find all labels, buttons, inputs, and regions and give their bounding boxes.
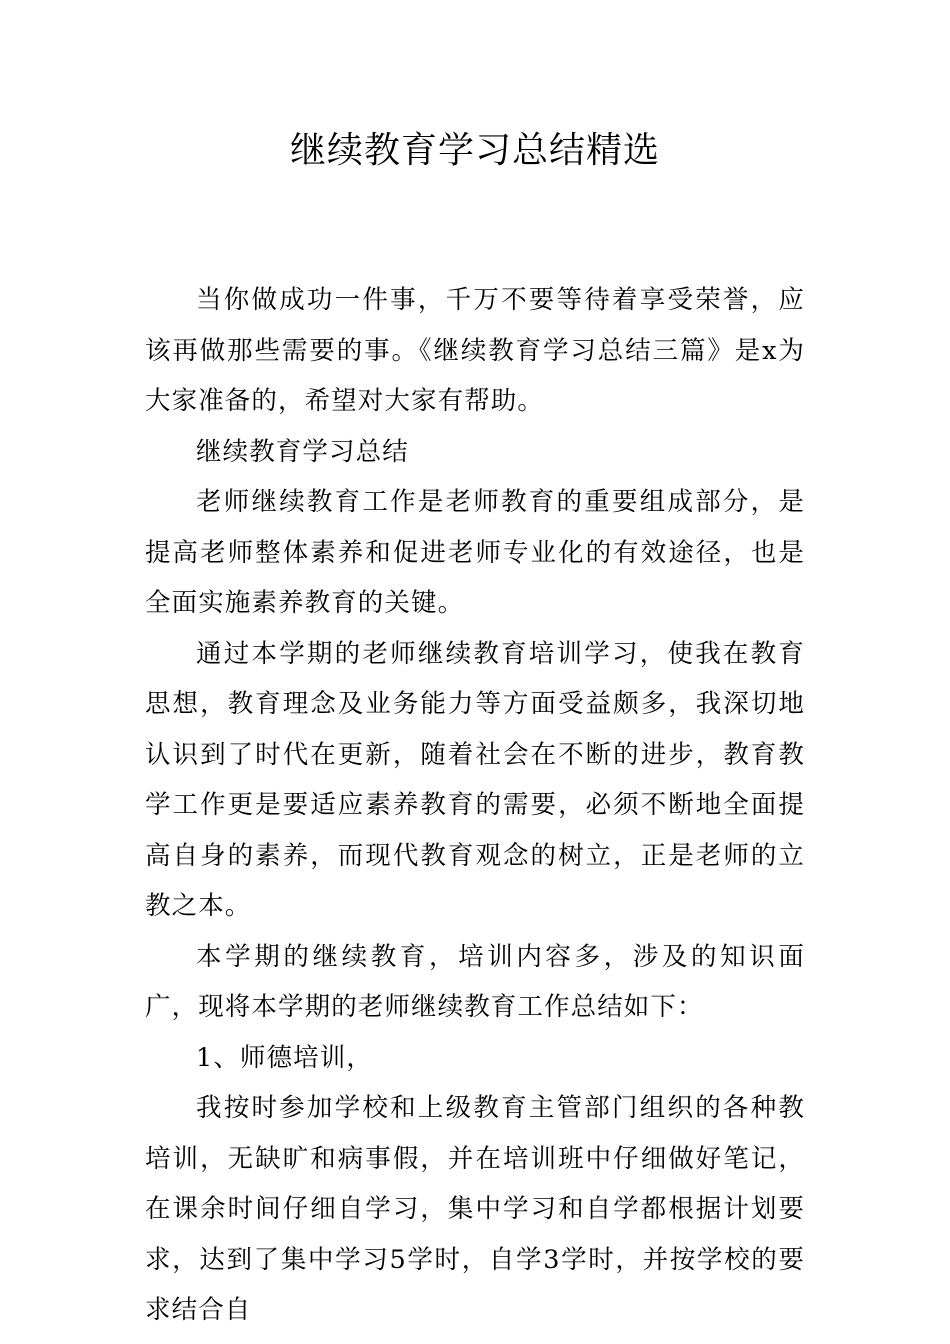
document-title: 继续教育学习总结精选 xyxy=(289,130,660,171)
paragraph-overview: 老师继续教育工作是老师教育的重要组成部分，是提高老师整体素养和促进老师专业化的有效途径，也是全面实施素养教育的关键。 xyxy=(145,487,805,618)
paragraph-summary-intro: 本学期的继续教育，培训内容多，涉及的知识面广，现将本学期的老师继续教育工作总结如下： xyxy=(145,941,805,1022)
document-body xyxy=(145,275,805,1336)
subsection-heading: 1、师德培训， xyxy=(196,1042,373,1073)
section-heading: 继续教育学习总结 xyxy=(196,436,409,467)
paragraph-ethics-training: 我按时参加学校和上级教育主管部门组织的各种教培训，无缺旷和病事假，并在培训班中仔细做好笔记，在课余时间仔细自学习，集中学习和自学都根据计划要求，达到了集中学习5学时，自学3学时，并按学校的要求结合自 xyxy=(145,1093,805,1325)
paragraph-training-gains: 通过本学期的老师继续教育培训学习，使我在教育思想，教育理念及业务能力等方面受益颇多，我深切地认识到了时代在更新，随着社会在不断的进步，教育教学工作更是要适应素养教育的需要，必须不断地全面提高自身的素养，而现代教育观念的树立，正是老师的立教之本。 xyxy=(145,638,805,921)
paragraph-intro: 当你做成功一件事，千万不要等待着享受荣誉，应该再做那些需要的事。《继续教育学习总结三篇》是x为大家准备的，希望对大家有帮助。 xyxy=(145,285,805,416)
